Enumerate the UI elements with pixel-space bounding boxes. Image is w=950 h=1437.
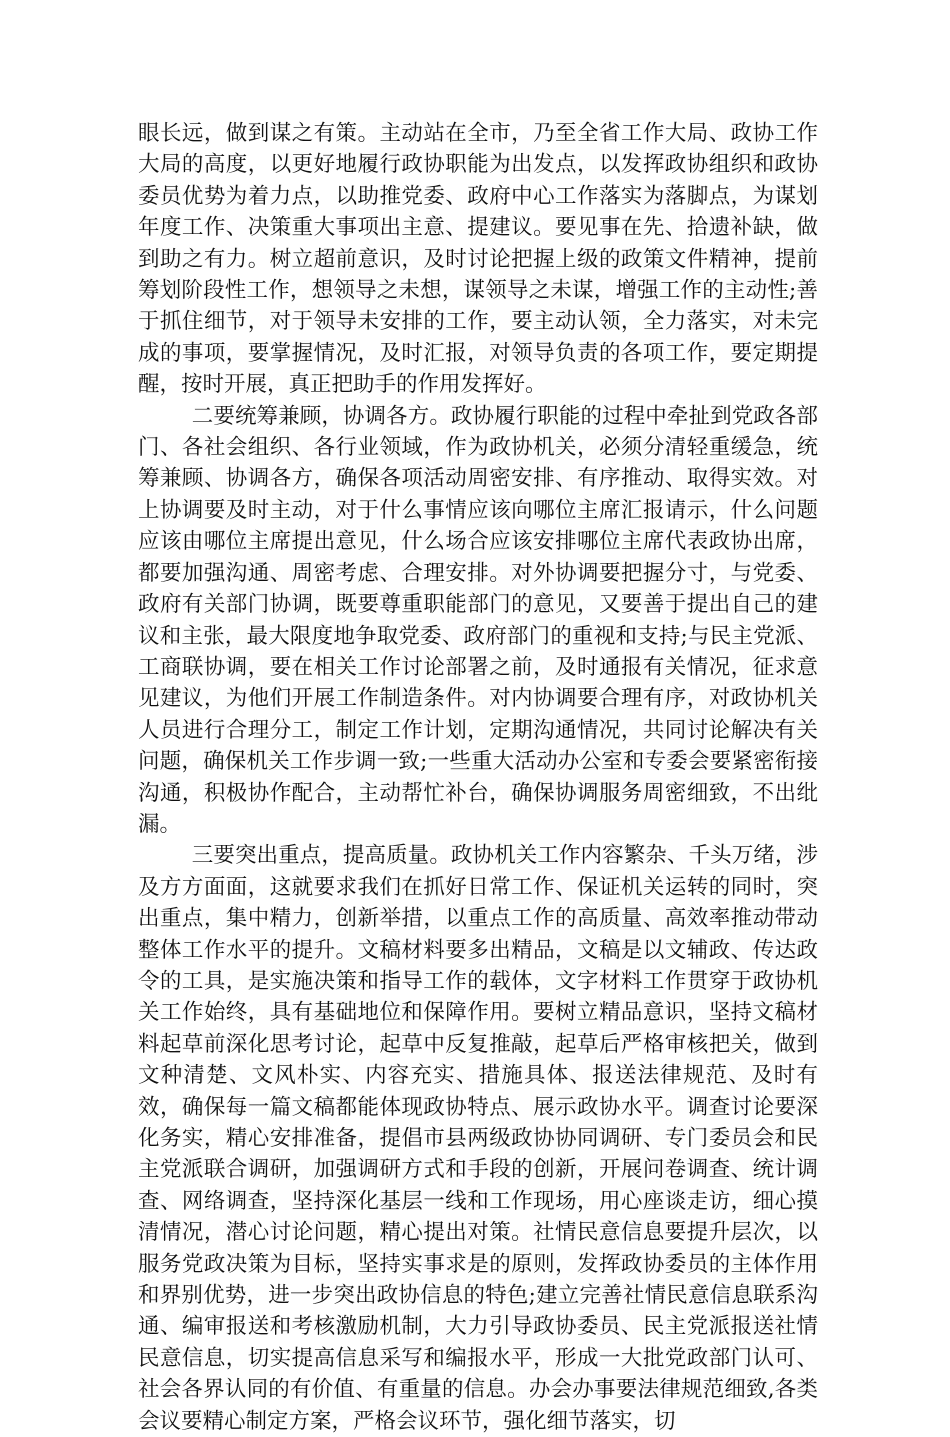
paragraph-continued: 眼长远，做到谋之有策。主动站在全市，乃至全省工作大局、政协工作大局的高度，以更好地履行政协职能为出发点，以发挥政协组织和政协委员优势为着力点，以助推党委、政府中心工作落实为落脚点，为谋划年度工作、决策重大事项出主意、提建议。要见事在先、拾遗补缺，做到助之有力。树立超前意识，及时讨论把握上级的政策文件精神，提前筹划阶段性工作，想领导之未想，谋领导之未谋，增强工作的主动性;善于抓住细节，对于领导未安排的工作，要主动认领，全力落实，对未完成的事项，要掌握情况，及时汇报，对领导负责的各项工作，要定期提醒，按时开展，真正把助手的作用发挥好。: [138, 121, 818, 398]
document-page: [138, 118, 818, 1437]
paragraph-coordination: 二要统筹兼顾，协调各方。政协履行职能的过程中牵扯到党政各部门、各社会组织、各行业领域，作为政协机关，必须分清轻重缓急，统筹兼顾、协调各方，确保各项活动周密安排、有序推动、取得实效。对上协调要及时主动，对于什么事情应该向哪位主席汇报请示，什么问题应该由哪位主席提出意见，什么场合应该安排哪位主席代表政协出席，都要加强沟通、周密考虑、合理安排。对外协调要把握分寸，与党委、政府有关部门协调，既要尊重职能部门的意见，又要善于提出自己的建议和主张，最大限度地争取党委、政府部门的重视和支持;与民主党派、工商联协调，要在相关工作讨论部署之前，及时通报有关情况，征求意见建议，为他们开展工作制造条件。对内协调要合理有序，对政协机关人员进行合理分工，制定工作计划，定期沟通情况，共同讨论解决有关问题，确保机关工作步调一致;一些重大活动办公室和专委会要紧密衔接沟通，积极协作配合，主动帮忙补台，确保协调服务周密细致，不出纰漏。: [138, 403, 818, 837]
paragraph-priorities: 三要突出重点，提高质量。政协机关工作内容繁杂、千头万绪，涉及方方面面，这就要求我们在抓好日常工作、保证机关运转的同时，突出重点，集中精力，创新举措，以重点工作的高质量、高效率推动带动整体工作水平的提升。文稿材料要多出精品，文稿是以文辅政、传达政令的工具，是实施决策和指导工作的载体，文字材料工作贯穿于政协机关工作始终，具有基础地位和保障作用。要树立精品意识，坚持文稿材料起草前深化思考讨论，起草中反复推敲，起草后严格审核把关，做到文种清楚、文风朴实、内容充实、措施具体、报送法律规范、及时有效，确保每一篇文稿都能体现政协特点、展示政协水平。调查讨论要深化务实，精心安排准备，提倡市县两级政协协同调研、专门委员会和民主党派联合调研，加强调研方式和手段的创新，开展问卷调查、统计调查、网络调查，坚持深化基层一线和工作现场，用心座谈走访，细心摸清情况，潜心讨论问题，精心提出对策。社情民意信息要提升层次，以服务党政决策为目标，坚持实事求是的原则，发挥政协委员的主体作用和界别优势，进一步突出政协信息的特色;建立完善社情民意信息联系沟通、编审报送和考核激励机制，大力引导政协委员、民主党派报送社情民意信息，切实提高信息采写和编报水平，形成一大批党政部门认可、社会各界认同的有价值、有重量的信息。办会办事要法律规范细致,各类会议要精心制定方案，严格会议环节，强化细节落实，切: [138, 843, 818, 1434]
